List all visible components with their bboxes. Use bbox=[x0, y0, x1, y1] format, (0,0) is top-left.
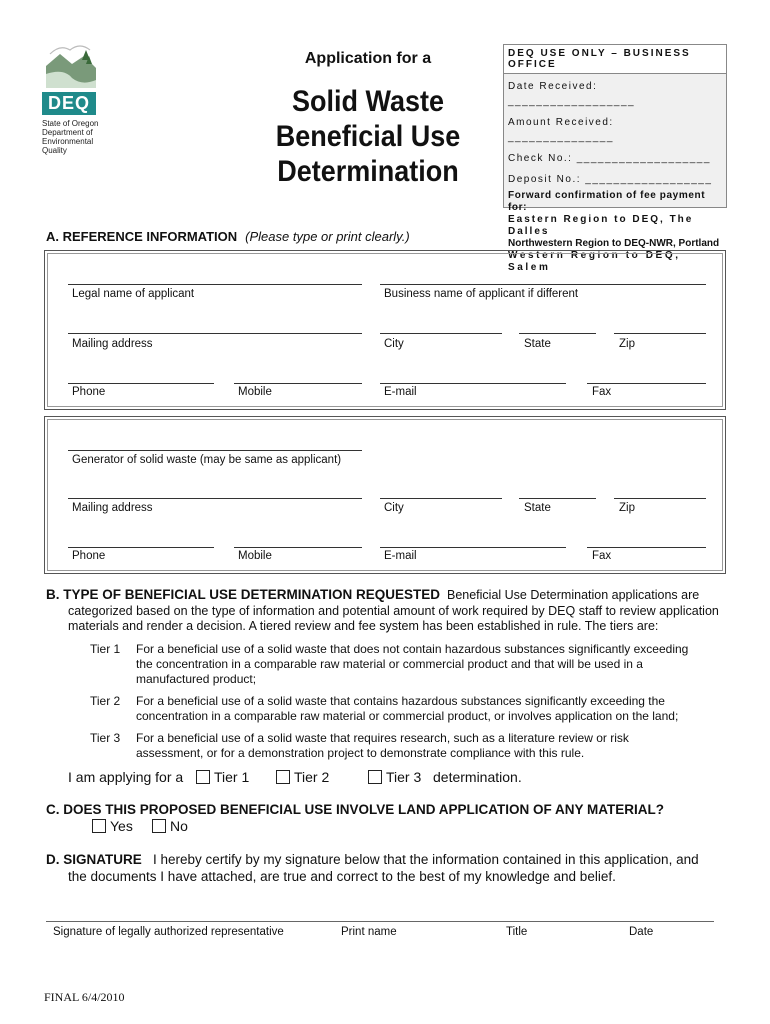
office-use-box bbox=[503, 44, 727, 273]
gen-email-label: E-mail bbox=[384, 550, 417, 562]
phone-field[interactable] bbox=[68, 383, 214, 384]
check-no: Check No.: ___________________ bbox=[508, 153, 711, 164]
section-b: B. TYPE OF BENEFICIAL USE DETERMINATION REQUESTED Beneficial Use Determination applications are categorized based on the type of information and potential amount of work required by DEQ staff to review application materials and render a decision. A tiered review and fee system has been established in rule. The tiers are: bbox=[46, 587, 719, 633]
phone-label: Phone bbox=[72, 386, 106, 398]
zip-field[interactable] bbox=[614, 333, 706, 334]
applying-suffix: determination. bbox=[433, 769, 522, 785]
amount-received: Amount Received: _______________ bbox=[508, 117, 614, 143]
gen-fax-label: Fax bbox=[592, 550, 612, 562]
tier-3-checkbox[interactable] bbox=[368, 770, 382, 784]
section-b-heading: B. TYPE OF BENEFICIAL USE DETERMINATION REQUESTED bbox=[46, 587, 441, 602]
title-label: Title bbox=[506, 926, 528, 938]
deposit-no: Deposit No.: __________________ bbox=[508, 174, 713, 185]
gen-fax-field[interactable] bbox=[587, 547, 706, 548]
signature-line[interactable] bbox=[46, 921, 714, 922]
section-c-heading: C. DOES THIS PROPOSED BENEFICIAL USE INVOLVE LAND APPLICATION OF ANY MATERIAL? bbox=[46, 802, 665, 817]
office-heading: DEQ USE ONLY – BUSINESS OFFICE bbox=[504, 45, 726, 74]
deq-logo bbox=[42, 40, 112, 155]
gen-mailing-address-label: Mailing address bbox=[72, 502, 153, 514]
business-name-label: Business name of applicant if different bbox=[384, 288, 579, 300]
gen-mailing-address-field[interactable] bbox=[68, 498, 362, 499]
section-d-heading: D. SIGNATURE bbox=[46, 852, 142, 867]
mailing-address-label: Mailing address bbox=[72, 338, 153, 350]
business-name-field[interactable] bbox=[380, 284, 706, 285]
fax-field[interactable] bbox=[587, 383, 706, 384]
generator-name-label: Generator of solid waste (may be same as applicant) bbox=[72, 454, 342, 466]
applying-prefix: I am applying for a bbox=[68, 769, 184, 785]
logo-org: State of Oregon Department of Environmental Quality bbox=[42, 119, 99, 155]
mailing-address-field[interactable] bbox=[68, 333, 362, 334]
fax-label: Fax bbox=[592, 386, 612, 398]
email-label: E-mail bbox=[384, 386, 417, 398]
gen-mobile-label: Mobile bbox=[238, 550, 272, 562]
tier-3-option[interactable]: Tier 3 bbox=[368, 769, 421, 785]
application-for: Application for a bbox=[304, 50, 432, 67]
forward-line: Forward confirmation of fee payment for: bbox=[508, 190, 706, 213]
landscape-icon bbox=[42, 40, 98, 90]
tier-2-checkbox[interactable] bbox=[276, 770, 290, 784]
city-field[interactable] bbox=[380, 333, 502, 334]
gen-phone-label: Phone bbox=[72, 550, 106, 562]
mobile-field[interactable] bbox=[234, 383, 362, 384]
gen-mobile-field[interactable] bbox=[234, 547, 362, 548]
gen-zip-label: Zip bbox=[619, 502, 635, 514]
legal-name-label: Legal name of applicant bbox=[72, 288, 195, 300]
gen-state-label: State bbox=[524, 502, 551, 514]
gen-state-field[interactable] bbox=[519, 498, 596, 499]
legal-name-field[interactable] bbox=[68, 284, 362, 285]
page-title: Solid Waste Beneficial Use Determination bbox=[275, 85, 461, 188]
date-label: Date bbox=[629, 926, 654, 938]
yes-option[interactable]: Yes bbox=[92, 818, 133, 834]
forward-line: Northwestern Region to DEQ-NWR, Portland bbox=[508, 238, 720, 249]
gen-phone-field[interactable] bbox=[68, 547, 214, 548]
state-label: State bbox=[524, 338, 551, 350]
state-field[interactable] bbox=[519, 333, 596, 334]
gen-city-label: City bbox=[384, 502, 404, 514]
signature-label: Signature of legally authorized representative bbox=[53, 926, 284, 938]
yes-checkbox[interactable] bbox=[92, 819, 106, 833]
section-a-heading: A. REFERENCE INFORMATION (Please type or print clearly.) bbox=[46, 229, 410, 244]
section-a-note: (Please type or print clearly.) bbox=[245, 229, 410, 244]
forward-line: Western Region to DEQ, Salem bbox=[508, 250, 681, 273]
footer-version: FINAL 6/4/2010 bbox=[44, 990, 125, 1004]
forward-line: Eastern Region to DEQ, The Dalles bbox=[508, 214, 694, 237]
zip-label: Zip bbox=[619, 338, 635, 350]
tier-2-option[interactable]: Tier 2 bbox=[276, 769, 329, 785]
tier-1-option[interactable]: Tier 1 bbox=[196, 769, 249, 785]
no-checkbox[interactable] bbox=[152, 819, 166, 833]
date-received: Date Received: __________________ bbox=[508, 81, 636, 107]
gen-zip-field[interactable] bbox=[614, 498, 706, 499]
logo-wordmark: DEQ bbox=[42, 92, 96, 115]
email-field[interactable] bbox=[380, 383, 566, 384]
mobile-label: Mobile bbox=[238, 386, 272, 398]
gen-email-field[interactable] bbox=[380, 547, 566, 548]
city-label: City bbox=[384, 338, 404, 350]
section-d: D. SIGNATURE I hereby certify by my signature below that the information contained in this application, and the documents I have attached, are true and correct to the best of my knowledge and belief. bbox=[46, 852, 699, 884]
gen-city-field[interactable] bbox=[380, 498, 502, 499]
print-name-label: Print name bbox=[341, 926, 397, 938]
tier-1-checkbox[interactable] bbox=[196, 770, 210, 784]
no-option[interactable]: No bbox=[152, 818, 188, 834]
generator-name-field[interactable] bbox=[68, 450, 362, 451]
